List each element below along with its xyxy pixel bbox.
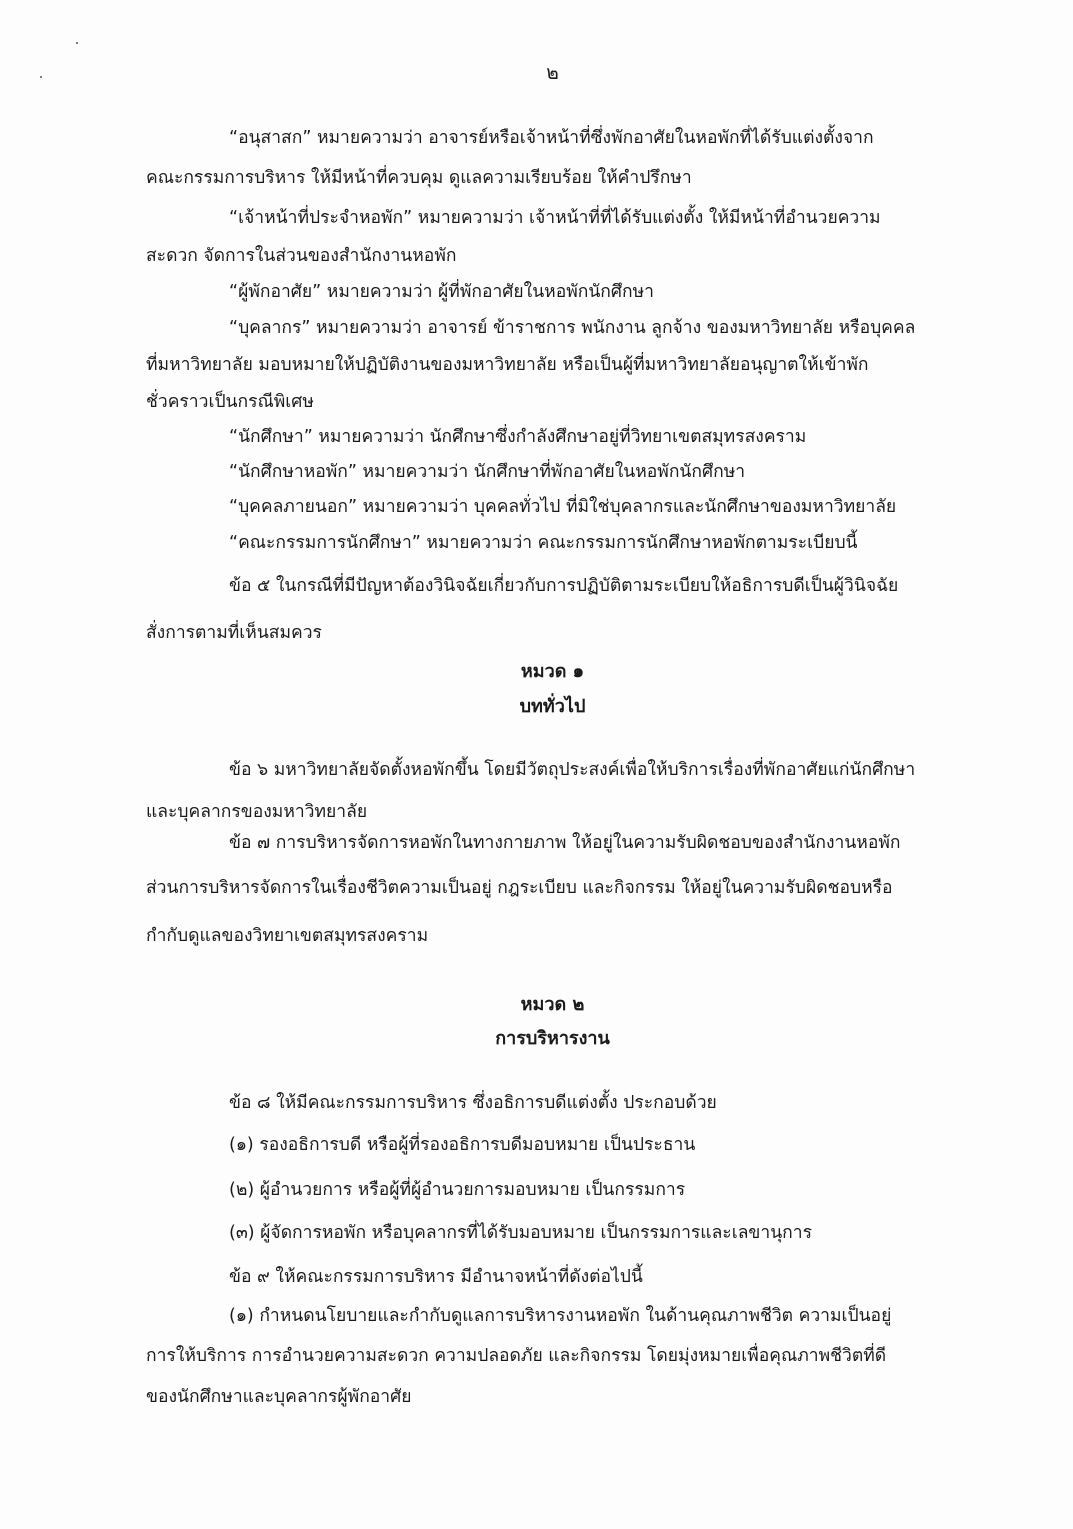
definition-dorm-staff-line1: “เจ้าหน้าที่ประจำหอพัก” หมายความว่า เจ้าหน้าที่ที่ได้รับแต่งตั้ง ให้มีหน้าที่อำนวยความ <box>229 208 881 228</box>
clause-5-line2: สั่งการตามที่เห็นสมควร <box>146 623 322 643</box>
definition-personnel-line1: “บุคลากร” หมายความว่า อาจารย์ ข้าราชการ พนักงาน ลูกจ้าง ของมหาวิทยาลัย หรือบุคคล <box>229 318 916 338</box>
definition-anusasok-line1: “อนุสาสก” หมายความว่า อาจารย์หรือเจ้าหน้าที่ซึ่งพักอาศัยในหอพักที่ได้รับแต่งตั้งจาก <box>229 128 874 148</box>
definition-anusasok-line2: คณะกรรมการบริหาร ให้มีหน้าที่ควบคุม ดูแลความเรียบร้อย ให้คำปรึกษา <box>146 168 692 188</box>
chapter-1-subtitle: บททั่วไป <box>519 696 586 717</box>
clause-7-line3: กำกับดูแลของวิทยาเขตสมุทรสงคราม <box>146 926 429 946</box>
clause-9-item-1-line1: (๑) กำหนดนโยบายและกำกับดูแลการบริหารงานหอพัก ในด้านคุณภาพชีวิต ความเป็นอยู่ <box>229 1306 892 1326</box>
clause-9-item-1-line2: การให้บริการ การอำนวยความสะดวก ความปลอดภัย และกิจกรรม โดยมุ่งหมายเพื่อคุณภาพชีวิตที่ดี <box>146 1346 887 1366</box>
definition-dorm-student: “นักศึกษาหอพัก” หมายความว่า นักศึกษาที่พักอาศัยในหอพักนักศึกษา <box>229 462 746 482</box>
clause-5-line1: ข้อ ๕ ในกรณีที่มีปัญหาต้องวินิจฉัยเกี่ยวกับการปฏิบัติตามระเบียบให้อธิการบดีเป็นผู้วินิจฉัย <box>229 576 899 596</box>
definition-outsider: “บุคคลภายนอก” หมายความว่า บุคคลทั่วไป ที่มิใช่บุคลากรและนักศึกษาของมหาวิทยาลัย <box>229 497 897 517</box>
clause-6-line1: ข้อ ๖ มหาวิทยาลัยจัดตั้งหอพักขึ้น โดยมีวัตถุประสงค์เพื่อให้บริการเรื่องที่พักอาศัยแก่นักศึกษา <box>229 760 916 780</box>
definition-dorm-staff-line2: สะดวก จัดการในส่วนของสำนักงานหอพัก <box>146 246 457 266</box>
scan-speck <box>76 42 78 44</box>
clause-7-line1: ข้อ ๗ การบริหารจัดการหอพักในทางกายภาพ ให้อยู่ในความรับผิดชอบของสำนักงานหอพัก <box>229 833 901 853</box>
clause-8-item-2: (๒) ผู้อำนวยการ หรือผู้ที่ผู้อำนวยการมอบหมาย เป็นกรรมการ <box>229 1180 686 1200</box>
clause-9-line1: ข้อ ๙ ให้คณะกรรมการบริหาร มีอำนาจหน้าที่ดังต่อไปนี้ <box>229 1267 643 1287</box>
clause-8-item-1: (๑) รองอธิการบดี หรือผู้ที่รองอธิการบดีมอบหมาย เป็นประธาน <box>229 1135 696 1155</box>
clause-8-line1: ข้อ ๘ ให้มีคณะกรรมการบริหาร ซึ่งอธิการบดีแต่งตั้ง ประกอบด้วย <box>229 1093 717 1113</box>
chapter-2-title: หมวด ๒ <box>520 994 585 1015</box>
definition-student: “นักศึกษา” หมายความว่า นักศึกษาซึ่งกำลังศึกษาอยู่ที่วิทยาเขตสมุทรสงคราม <box>229 427 807 447</box>
definition-personnel-line3: ชั่วคราวเป็นกรณีพิเศษ <box>146 392 314 412</box>
chapter-2-subtitle: การบริหารงาน <box>495 1028 610 1049</box>
chapter-1-title: หมวด ๑ <box>520 661 585 682</box>
definition-personnel-line2: ที่มหาวิทยาลัย มอบหมายให้ปฏิบัติงานของมหาวิทยาลัย หรือเป็นผู้ที่มหาวิทยาลัยอนุญาตให้เข้าพัก <box>146 355 869 375</box>
clause-8-item-3: (๓) ผู้จัดการหอพัก หรือบุคลากรที่ได้รับมอบหมาย เป็นกรรมการและเลขานุการ <box>229 1223 812 1243</box>
clause-9-item-1-line3: ของนักศึกษาและบุคลากรผู้พักอาศัย <box>146 1387 412 1407</box>
definition-resident: “ผู้พักอาศัย” หมายความว่า ผู้ที่พักอาศัยในหอพักนักศึกษา <box>229 282 654 302</box>
clause-7-line2: ส่วนการบริหารจัดการในเรื่องชีวิตความเป็นอยู่ กฎระเบียบ และกิจกรรม ให้อยู่ในความรับผิดชอบหรือ <box>146 878 893 898</box>
definition-student-committee: “คณะกรรมการนักศึกษา” หมายความว่า คณะกรรมการนักศึกษาหอพักตามระเบียบนี้ <box>229 533 858 553</box>
clause-6-line2: และบุคลากรของมหาวิทยาลัย <box>146 802 368 822</box>
page-number: ๒ <box>546 62 559 84</box>
